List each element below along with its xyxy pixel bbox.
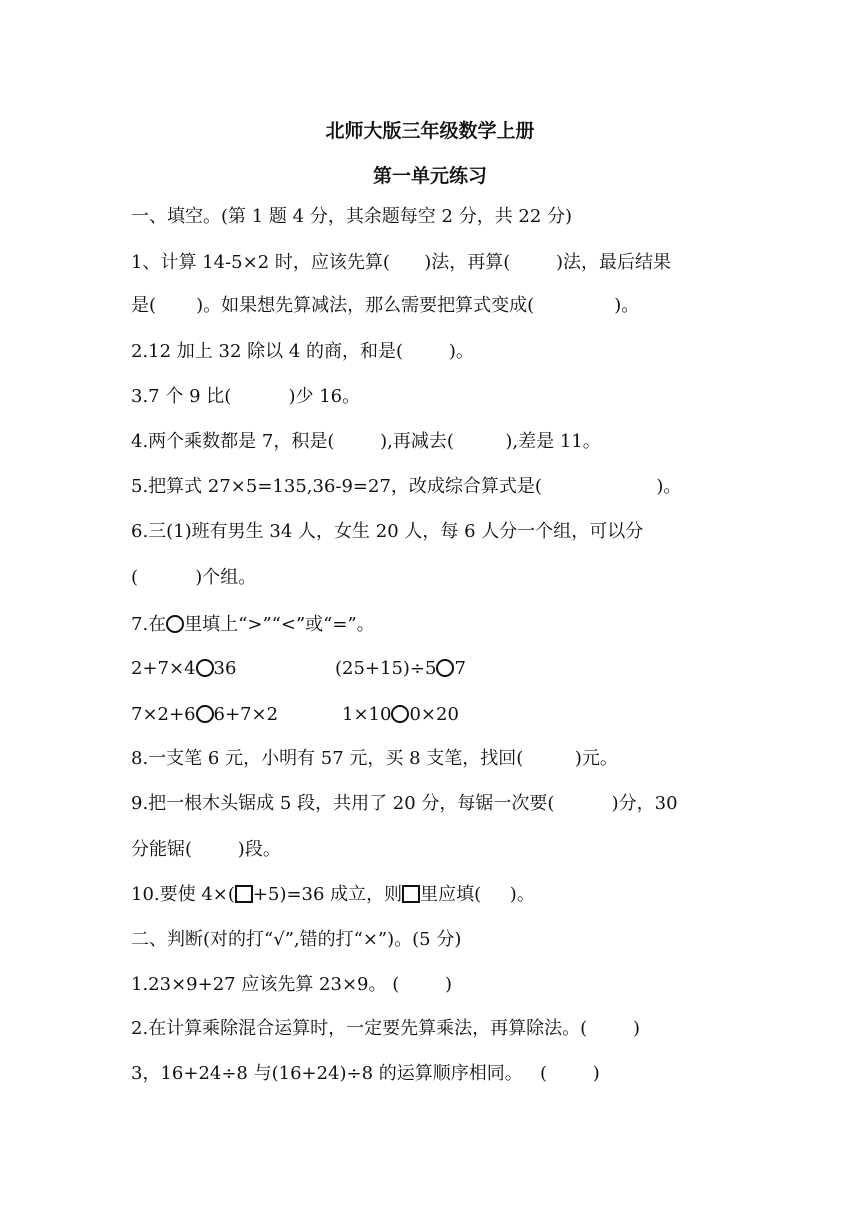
question-5: 5.把算式 27×5=135,36-9=27，改成综合算式是( )。 (131, 476, 682, 497)
square-box-icon (235, 885, 253, 903)
question-7-prefix: 7.在 (131, 614, 167, 635)
question-2: 2.12 加上 32 除以 4 的商，和是( )。 (131, 341, 474, 362)
question-7-item-d (342, 703, 459, 727)
question-10 (131, 883, 535, 907)
page-subtitle: 第一单元练习 (372, 165, 487, 187)
question-6-line-1: 6.三(1)班有男生 34 人，女生 20 人，每 6 人分一个组，可以分 (131, 521, 644, 542)
q7-a-left: 2+7×4 (131, 658, 196, 679)
page-title: 北师大版三年级数学上册 (325, 120, 535, 142)
compare-circle-icon[interactable] (436, 659, 454, 677)
section-1-header: 一、填空。(第 1 题 4 分，其余题每空 2 分，共 22 分) (131, 206, 573, 227)
q7-d-left: 1×10 (342, 704, 392, 725)
question-8: 8.一支笔 6 元，小明有 57 元，买 8 支笔，找回( )元。 (131, 748, 618, 769)
question-9-line-2: 分能锯( )段。 (131, 839, 281, 860)
q7-d-right: 0×20 (409, 704, 459, 725)
q7-c-left: 7×2+6 (131, 704, 196, 725)
q7-c-right: 6+7×2 (213, 704, 279, 725)
q10-middle: +5)=36 成立，则 (252, 884, 403, 905)
section-2-header: 二、判断(对的打“√”,错的打“×”)。(5 分) (131, 929, 462, 950)
judge-question-2: 2.在计算乘除混合运算时，一定要先算乘法，再算除法。( ) (131, 1018, 640, 1039)
judge-question-1: 1.23×9+27 应该先算 23×9。 ( ) (131, 974, 453, 995)
question-7-suffix: 里填上“>”“<”或“=”。 (184, 614, 375, 635)
question-4: 4.两个乘数都是 7，积是( ),再减去( ),差是 11。 (131, 431, 601, 452)
question-9-line-1: 9.把一根木头锯成 5 段，共用了 20 分，每锯一次要( )分，30 (131, 793, 678, 814)
compare-circle-icon (166, 615, 184, 633)
question-7-item-b (335, 657, 466, 681)
question-1-line-2: 是( )。如果想先算减法，那么需要把算式变成( )。 (131, 295, 640, 316)
square-box-icon (402, 885, 420, 903)
question-3: 3.7 个 9 比( )少 16。 (131, 386, 361, 407)
q7-a-right: 36 (213, 658, 237, 679)
question-7 (131, 613, 375, 637)
judge-question-3: 3，16+24÷8 与(16+24)÷8 的运算顺序相同。 ( ) (131, 1063, 600, 1084)
q7-b-left: (25+15)÷5 (335, 658, 437, 679)
question-6-line-2: ( )个组。 (131, 567, 257, 588)
q10-prefix: 10.要使 4×( (131, 884, 235, 905)
question-7-item-a (131, 657, 236, 681)
compare-circle-icon[interactable] (196, 659, 214, 677)
question-7-item-c (131, 703, 278, 727)
compare-circle-icon[interactable] (391, 705, 409, 723)
question-1-line-1: 1、计算 14-5×2 时，应该先算( )法，再算( )法，最后结果 (131, 252, 672, 273)
q7-b-right: 7 (454, 658, 466, 679)
compare-circle-icon[interactable] (196, 705, 214, 723)
q10-suffix: 里应填( )。 (420, 884, 535, 905)
